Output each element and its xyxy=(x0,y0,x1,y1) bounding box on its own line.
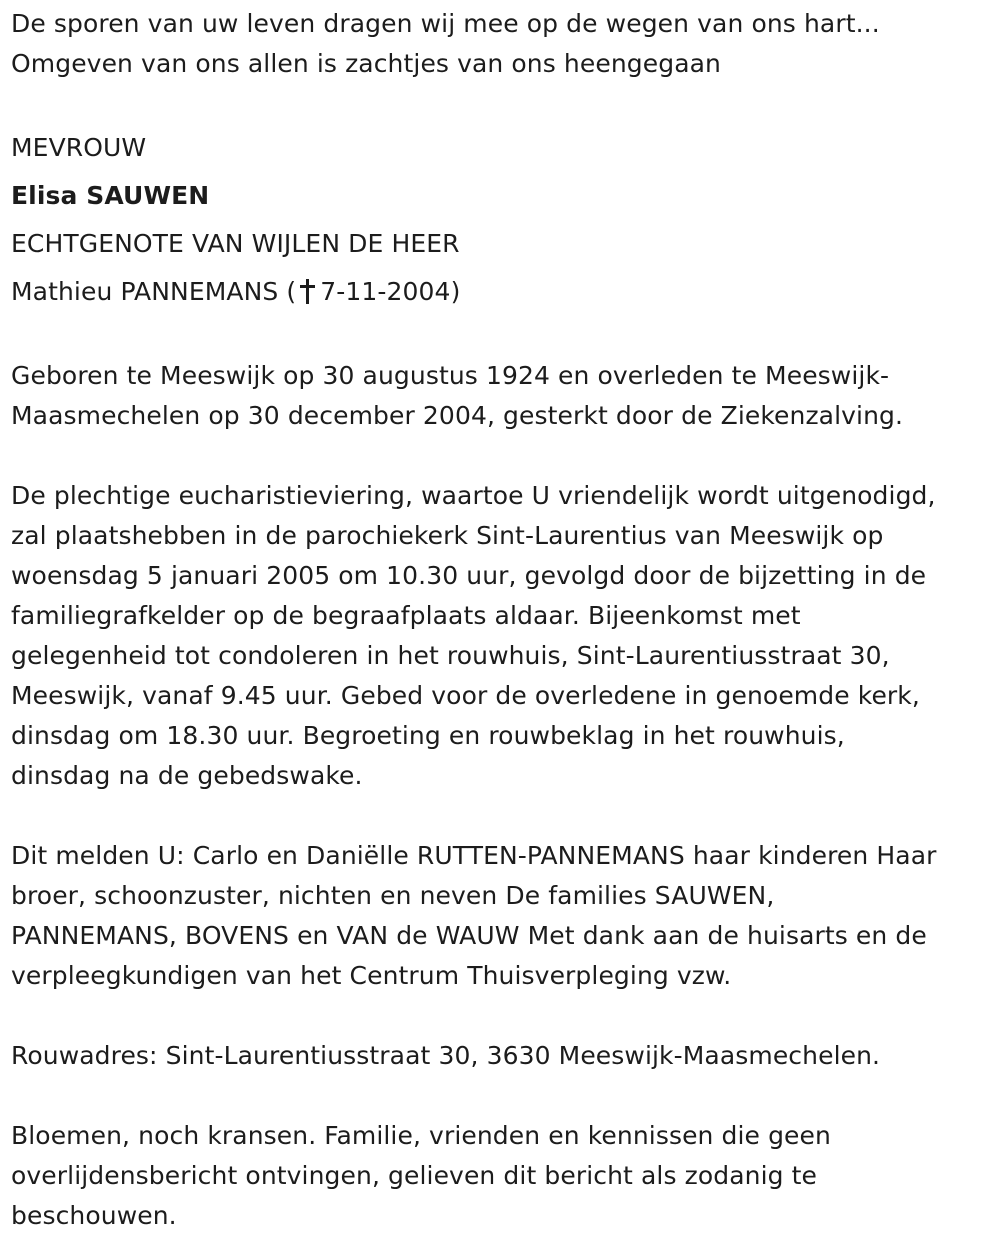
intro-section xyxy=(11,4,991,84)
announcement-line: PANNEMANS, BOVENS en VAN de WAUW Met dank aan de huisarts en de xyxy=(11,921,927,950)
spacer xyxy=(11,996,991,1036)
spacer xyxy=(11,1076,991,1116)
ceremony-line: Meeswijk, vanaf 9.45 uur. Gebed voor de overledene in genoemde kerk, xyxy=(11,681,920,710)
ceremony-line: De plechtige eucharistieviering, waartoe U vriendelijk wordt uitgenodigd, xyxy=(11,481,936,510)
ceremony-line: gelegenheid tot condoleren in het rouwhuis, Sint-Laurentiusstraat 30, xyxy=(11,641,890,670)
closing-line: overlijdensbericht ontvingen, gelieven dit bericht als zodanig te xyxy=(11,1161,818,1190)
closing-line: Bloemen, noch kransen. Familie, vrienden en kennissen die geen xyxy=(11,1121,831,1150)
ceremony-line: dinsdag na de gebedswake. xyxy=(11,761,363,790)
deceased-name: Elisa SAUWEN xyxy=(11,181,210,210)
ceremony-line: zal plaatshebben in de parochiekerk Sint-Laurentius van Meeswijk op xyxy=(11,521,884,550)
obituary-notice xyxy=(11,4,991,1236)
announcement-line: verpleegkundigen van het Centrum Thuisverpleging vzw. xyxy=(11,961,732,990)
announcement-line: Dit melden U: Carlo en Daniëlle RUTTEN-PANNEMANS haar kinderen Haar xyxy=(11,841,937,870)
honorific: MEVROUW xyxy=(11,133,147,162)
spouse-name: Mathieu PANNEMANS ( xyxy=(11,277,297,306)
cross-icon xyxy=(298,278,318,304)
intro-line: Omgeven van ons allen is zachtjes van ons heengegaan xyxy=(11,49,721,78)
deceased-section xyxy=(11,124,991,316)
birth-death-line: Maasmechelen op 30 december 2004, gesterkt door de Ziekenzalving. xyxy=(11,401,904,430)
announcement-line: broer, schoonzuster, nichten en neven De families SAUWEN, xyxy=(11,881,775,910)
spacer xyxy=(11,84,991,124)
announcement-section xyxy=(11,836,991,996)
spacer xyxy=(11,796,991,836)
spouse-line xyxy=(11,268,991,316)
closing-line: beschouwen. xyxy=(11,1201,177,1230)
intro-line: De sporen van uw leven dragen wij mee op de wegen van ons hart... xyxy=(11,9,880,38)
spacer xyxy=(11,316,991,356)
birth-death-section xyxy=(11,356,991,436)
spouse-death-date: 7-11-2004) xyxy=(320,277,461,306)
mourning-address: Rouwadres: Sint-Laurentiusstraat 30, 3630 Meeswijk-Maasmechelen. xyxy=(11,1041,881,1070)
ceremony-section xyxy=(11,476,991,796)
spacer xyxy=(11,436,991,476)
ceremony-line: dinsdag om 18.30 uur. Begroeting en rouwbeklag in het rouwhuis, xyxy=(11,721,845,750)
ceremony-line: familiegrafkelder op de begraafplaats aldaar. Bijeenkomst met xyxy=(11,601,801,630)
ceremony-line: woensdag 5 januari 2005 om 10.30 uur, gevolgd door de bijzetting in de xyxy=(11,561,927,590)
birth-death-line: Geboren te Meeswijk op 30 augustus 1924 en overleden te Meeswijk- xyxy=(11,361,890,390)
relation: ECHTGENOTE VAN WIJLEN DE HEER xyxy=(11,229,460,258)
address-section xyxy=(11,1036,991,1076)
closing-section xyxy=(11,1116,991,1236)
